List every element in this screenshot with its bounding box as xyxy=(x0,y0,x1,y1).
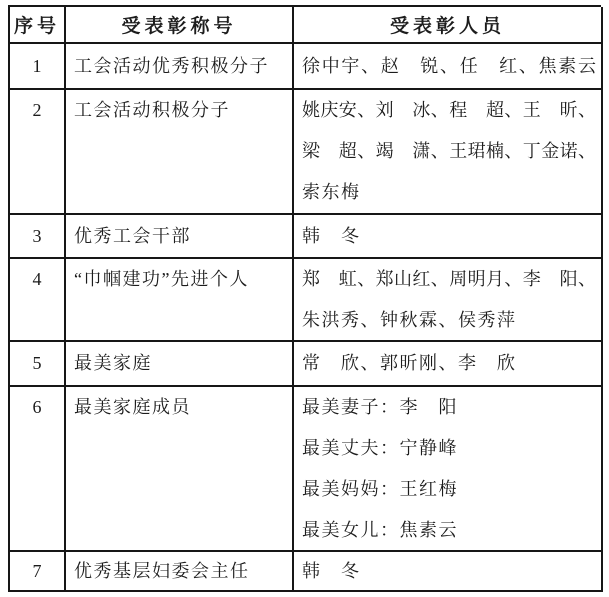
serial-number: 1 xyxy=(32,55,42,76)
title-cell xyxy=(66,215,294,259)
title-text: 优秀工会干部 xyxy=(74,225,191,246)
serial-number: 5 xyxy=(32,353,42,373)
title-text: 工会活动优秀积极分子 xyxy=(74,55,269,76)
people-line: 梁 超、竭 潇、王珺楠、丁金诺、 xyxy=(302,141,596,161)
people-line: 徐中宇、赵 锐、任 红、焦素云 xyxy=(302,55,596,76)
serial-cell xyxy=(10,90,66,215)
title-cell xyxy=(66,90,294,215)
serial-cell xyxy=(10,387,66,552)
title-text: “巾帼建功”先进个人 xyxy=(74,269,249,289)
people-line: 朱洪秀、钟秋霖、侯秀萍 xyxy=(302,310,517,330)
title-text: 最美家庭成员 xyxy=(74,397,191,417)
people-cell xyxy=(294,552,603,592)
people-line: 索东梅 xyxy=(302,182,361,202)
title-text: 工会活动积极分子 xyxy=(74,100,230,120)
people-cell xyxy=(294,342,603,387)
header-title xyxy=(66,7,294,44)
serial-number: 7 xyxy=(32,560,42,581)
title-cell xyxy=(66,44,294,90)
people-line: 韩 冬 xyxy=(302,225,361,246)
people-cell xyxy=(294,259,603,342)
serial-number: 6 xyxy=(32,397,42,417)
title-text: 最美家庭 xyxy=(74,353,152,373)
people-line: 姚庆安、刘 冰、程 超、王 昕、 xyxy=(302,100,596,120)
serial-number: 3 xyxy=(32,225,42,246)
people-line: 常 欣、郭昕刚、李 欣 xyxy=(302,353,517,373)
people-cell xyxy=(294,387,603,552)
people-line: 郑 虹、郑山红、周明月、李 阳、 xyxy=(302,269,596,289)
title-cell xyxy=(66,259,294,342)
header-title-label: 受表彰称号 xyxy=(121,16,237,37)
people-cell xyxy=(294,215,603,259)
title-text: 优秀基层妇委会主任 xyxy=(74,560,250,581)
header-people xyxy=(294,7,603,44)
serial-cell xyxy=(10,44,66,90)
serial-cell xyxy=(10,215,66,259)
people-cell xyxy=(294,44,603,90)
serial-number: 4 xyxy=(32,269,42,289)
people-line: 最美女儿：焦素云 xyxy=(302,520,458,540)
header-people-label: 受表彰人员 xyxy=(389,16,505,37)
people-cell xyxy=(294,90,603,215)
serial-cell xyxy=(10,259,66,342)
people-line: 最美妈妈：王红梅 xyxy=(302,479,458,499)
people-line: 最美妻子：李 阳 xyxy=(302,397,458,417)
serial-cell xyxy=(10,552,66,592)
commendation-table xyxy=(8,5,601,592)
title-cell xyxy=(66,552,294,592)
title-cell xyxy=(66,387,294,552)
serial-number: 2 xyxy=(32,100,42,120)
people-line: 韩 冬 xyxy=(302,560,361,581)
title-cell xyxy=(66,342,294,387)
header-serial-label: 序号 xyxy=(13,16,60,37)
header-serial xyxy=(10,7,66,44)
people-line: 最美丈夫：宁静峰 xyxy=(302,438,458,458)
serial-cell xyxy=(10,342,66,387)
